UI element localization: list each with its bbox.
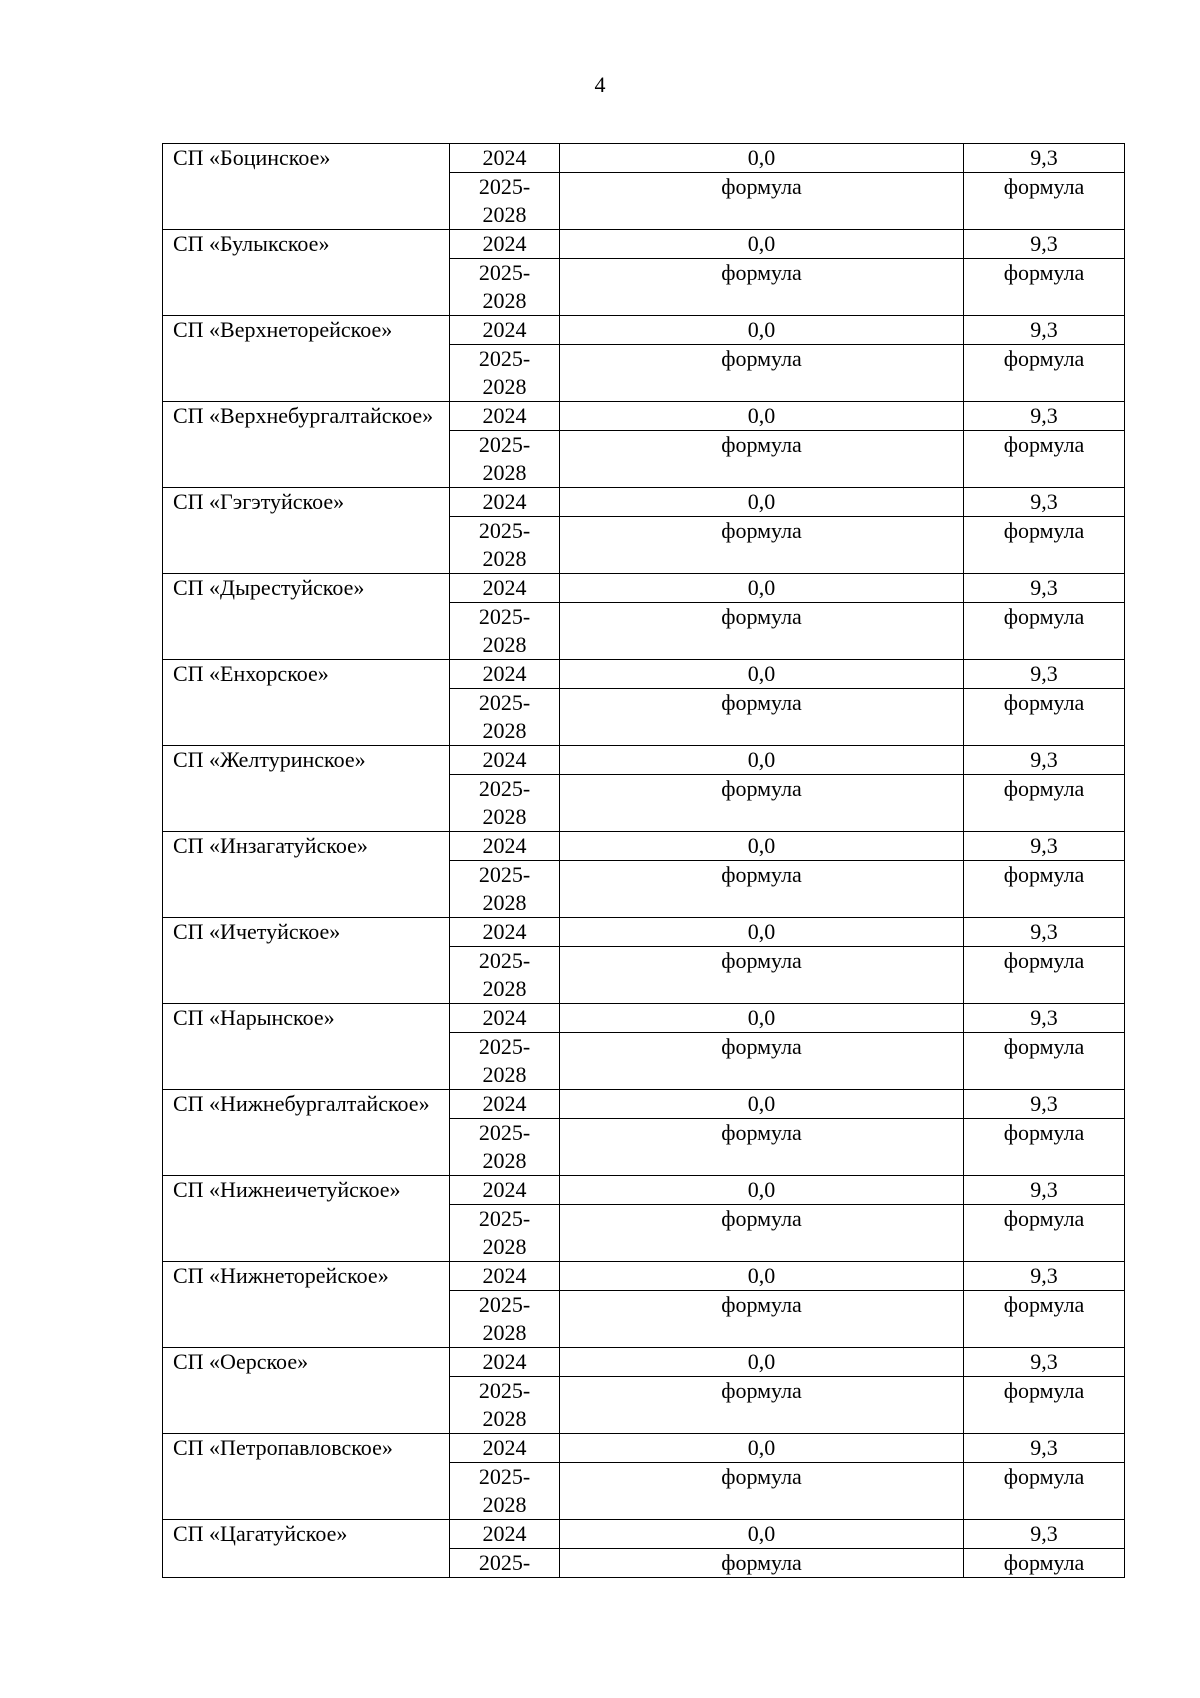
value-cell-1: 0,0 [560,1004,964,1033]
value-cell-2: 9,3 [964,660,1125,689]
year-cell: 2024 [450,316,560,345]
settlement-name: СП «Нижнеичетуйское» [163,1176,450,1262]
value-cell-2: 9,3 [964,230,1125,259]
year-cell: 2024 [450,1348,560,1377]
settlement-name: СП «Нижнеторейское» [163,1262,450,1348]
table-row [163,230,1125,259]
year-cell: 2024 [450,1004,560,1033]
year-cell: 2025- 2028 [450,345,560,402]
value-cell-2: формула [964,1205,1125,1262]
value-cell-1: формула [560,603,964,660]
value-cell-2: формула [964,345,1125,402]
value-cell-2: формула [964,1119,1125,1176]
settlement-name: СП «Верхнеторейское» [163,316,450,402]
value-cell-2: 9,3 [964,832,1125,861]
value-cell-1: формула [560,1033,964,1090]
value-cell-1: 0,0 [560,1434,964,1463]
value-cell-2: 9,3 [964,1176,1125,1205]
settlement-table [162,143,1125,1578]
value-cell-1: 0,0 [560,574,964,603]
value-cell-1: формула [560,861,964,918]
value-cell-2: формула [964,259,1125,316]
settlement-name: СП «Гэгэтуйское» [163,488,450,574]
value-cell-2: формула [964,1549,1125,1578]
value-cell-2: формула [964,517,1125,574]
settlement-name: СП «Инзагатуйское» [163,832,450,918]
year-cell: 2025- 2028 [450,259,560,316]
value-cell-2: 9,3 [964,316,1125,345]
settlement-name: СП «Булыкское» [163,230,450,316]
settlement-name: СП «Петропавловское» [163,1434,450,1520]
year-cell: 2024 [450,746,560,775]
year-cell: 2025- 2028 [450,947,560,1004]
value-cell-1: 0,0 [560,1520,964,1549]
value-cell-2: 9,3 [964,1004,1125,1033]
year-cell: 2024 [450,402,560,431]
value-cell-2: 9,3 [964,402,1125,431]
value-cell-1: формула [560,1291,964,1348]
table-row [163,1348,1125,1377]
year-cell: 2024 [450,660,560,689]
year-cell: 2024 [450,1520,560,1549]
table-row [163,574,1125,603]
year-cell: 2025- 2028 [450,603,560,660]
settlement-name: СП «Ичетуйское» [163,918,450,1004]
settlement-name: СП «Боцинское» [163,144,450,230]
year-cell: 2024 [450,1176,560,1205]
year-cell: 2024 [450,1434,560,1463]
value-cell-1: 0,0 [560,1348,964,1377]
value-cell-2: формула [964,775,1125,832]
value-cell-2: 9,3 [964,1090,1125,1119]
year-cell: 2024 [450,230,560,259]
value-cell-2: формула [964,947,1125,1004]
year-cell: 2025- 2028 [450,1377,560,1434]
value-cell-2: формула [964,1291,1125,1348]
value-cell-1: формула [560,345,964,402]
table-row [163,1004,1125,1033]
value-cell-2: формула [964,1377,1125,1434]
year-cell: 2025- 2028 [450,1205,560,1262]
value-cell-1: формула [560,947,964,1004]
table-row [163,402,1125,431]
settlement-name: СП «Нарынское» [163,1004,450,1090]
value-cell-2: 9,3 [964,1348,1125,1377]
value-cell-1: формула [560,259,964,316]
value-cell-2: формула [964,1463,1125,1520]
value-cell-2: 9,3 [964,574,1125,603]
table-row [163,144,1125,173]
value-cell-1: 0,0 [560,832,964,861]
value-cell-2: формула [964,173,1125,230]
table-row [163,1090,1125,1119]
year-cell: 2024 [450,574,560,603]
value-cell-1: формула [560,689,964,746]
year-cell: 2025- 2028 [450,861,560,918]
year-cell: 2024 [450,488,560,517]
year-cell: 2025- 2028 [450,1463,560,1520]
value-cell-1: формула [560,1377,964,1434]
value-cell-1: формула [560,775,964,832]
value-cell-1: формула [560,1549,964,1578]
year-cell: 2025- 2028 [450,1291,560,1348]
settlement-name: СП «Дырестуйское» [163,574,450,660]
value-cell-1: формула [560,431,964,488]
year-cell: 2025- 2028 [450,431,560,488]
value-cell-1: 0,0 [560,1176,964,1205]
table-row [163,1262,1125,1291]
value-cell-2: 9,3 [964,144,1125,173]
settlement-name: СП «Оерское» [163,1348,450,1434]
settlement-name: СП «Желтуринское» [163,746,450,832]
value-cell-2: формула [964,603,1125,660]
value-cell-1: 0,0 [560,660,964,689]
year-cell: 2024 [450,144,560,173]
value-cell-1: 0,0 [560,746,964,775]
year-cell: 2024 [450,918,560,947]
value-cell-1: 0,0 [560,1262,964,1291]
value-cell-1: 0,0 [560,918,964,947]
settlement-name: СП «Цагатуйское» [163,1520,450,1578]
page-number: 4 [594,72,606,97]
value-cell-2: формула [964,689,1125,746]
settlement-name: СП «Енхорское» [163,660,450,746]
table-body [163,144,1125,1578]
value-cell-2: 9,3 [964,1262,1125,1291]
value-cell-2: формула [964,1033,1125,1090]
value-cell-1: 0,0 [560,316,964,345]
year-cell: 2024 [450,832,560,861]
table-row [163,316,1125,345]
value-cell-1: 0,0 [560,402,964,431]
settlement-name: СП «Верхнебургалтайское» [163,402,450,488]
year-cell: 2025- 2028 [450,1119,560,1176]
table-row [163,918,1125,947]
value-cell-1: 0,0 [560,1090,964,1119]
value-cell-1: 0,0 [560,144,964,173]
year-cell: 2025- 2028 [450,1033,560,1090]
value-cell-1: формула [560,1463,964,1520]
table-row [163,1434,1125,1463]
settlement-name: СП «Нижнебургалтайское» [163,1090,450,1176]
value-cell-1: 0,0 [560,488,964,517]
value-cell-2: 9,3 [964,918,1125,947]
table-row [163,832,1125,861]
year-cell: 2024 [450,1090,560,1119]
value-cell-1: формула [560,517,964,574]
value-cell-1: формула [560,1119,964,1176]
year-cell: 2025- 2028 [450,775,560,832]
value-cell-1: формула [560,173,964,230]
table-row [163,660,1125,689]
table-row [163,1176,1125,1205]
value-cell-2: формула [964,431,1125,488]
table-row [163,488,1125,517]
value-cell-1: формула [560,1205,964,1262]
value-cell-2: 9,3 [964,488,1125,517]
value-cell-2: 9,3 [964,746,1125,775]
year-cell: 2024 [450,1262,560,1291]
year-cell: 2025- 2028 [450,689,560,746]
table-row [163,1520,1125,1549]
value-cell-2: формула [964,861,1125,918]
value-cell-1: 0,0 [560,230,964,259]
value-cell-2: 9,3 [964,1520,1125,1549]
year-cell: 2025- [450,1549,560,1578]
year-cell: 2025- 2028 [450,173,560,230]
table-row [163,746,1125,775]
value-cell-2: 9,3 [964,1434,1125,1463]
year-cell: 2025- 2028 [450,517,560,574]
